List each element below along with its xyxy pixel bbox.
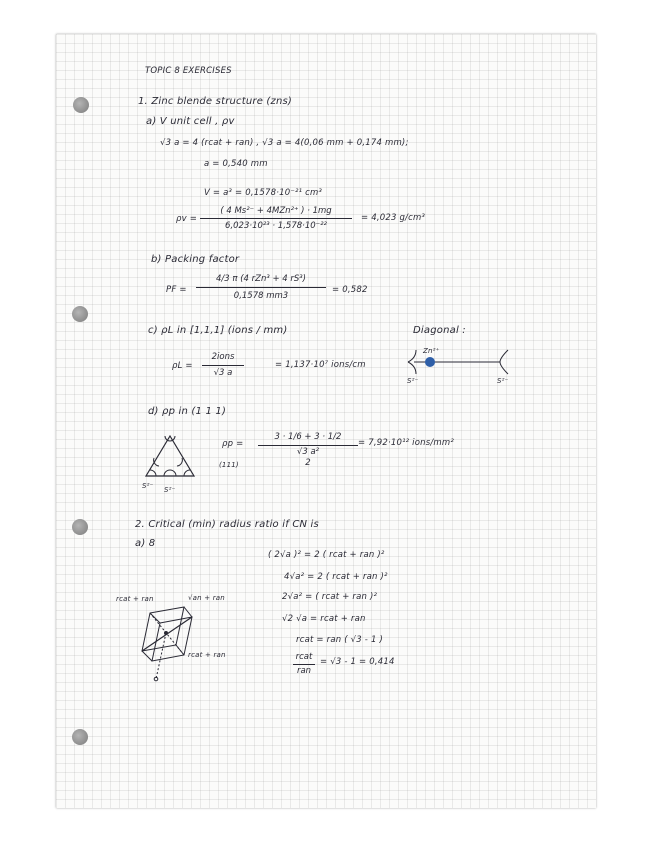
notebook-page: [56, 34, 596, 808]
q1b-pf-numerator: 4/3 π (4 rZn³ + 4 rS³): [216, 274, 306, 284]
punch-hole: [72, 519, 88, 535]
q2a-label: a) 8: [135, 538, 156, 549]
q1d-denominator: √3 a²: [296, 447, 320, 457]
zn-ion-label: Zn²⁺: [423, 347, 440, 355]
q1c-result: = 1,137·10⁷ ions/cm: [275, 360, 366, 370]
fraction-bar: [202, 365, 244, 366]
punch-hole: [72, 306, 88, 322]
punch-hole: [73, 97, 89, 113]
fraction-bar: [196, 287, 326, 288]
q1d-result: = 7,92·10¹² ions/mm²: [358, 438, 454, 448]
q2a-ratio-numerator: rcat: [295, 652, 313, 662]
q1b-label: b) Packing factor: [151, 254, 240, 265]
q1b-pf-result: = 0,582: [332, 285, 368, 295]
q1a-rho-result: = 4,023 g/cm³: [361, 213, 426, 223]
sketch-label-top: √an + ran: [188, 594, 225, 602]
q2a-eq5: rcat = ran ( √3 - 1 ): [296, 635, 383, 645]
q1a-rho-numerator: ( 4 Ms²⁻ + 4MZn²⁺ ) · 1mg: [220, 206, 332, 216]
q1c-numerator: 2ions: [211, 352, 235, 362]
q1a-rho-lhs: ρv =: [176, 214, 198, 224]
fraction-bar: [258, 445, 358, 446]
sketch-label-bottom: rcat + ran: [188, 651, 226, 659]
q1d-label: d) ρp in (1 1 1): [148, 406, 227, 417]
q1a-eq1: √3 a = 4 (rcat + ran) , √3 a = 4(0,06 mm + 0,174 mm);: [160, 138, 409, 148]
page-title: TOPIC 8 EXERCISES: [145, 66, 232, 76]
triangle-s-label-1: S²⁻: [142, 482, 154, 490]
q1c-label: c) ρL in [1,1,1] (ions / mm): [148, 325, 288, 336]
q1c-diagonal-label: Diagonal :: [413, 325, 466, 336]
q1b-pf-denominator: 0,1578 mm3: [233, 291, 289, 301]
fraction-bar: [293, 664, 315, 665]
q1-heading: 1. Zinc blende structure (zns): [138, 96, 293, 107]
q2-heading: 2. Critical (min) radius ratio if CN is: [135, 519, 319, 530]
sketch-label-left: rcat + ran: [116, 595, 154, 603]
s-ion-label-left: S²⁻: [407, 377, 419, 385]
q2a-eq3: 2√a² = ( rcat + ran )²: [282, 592, 378, 602]
q1c-lhs: ρL =: [172, 361, 193, 371]
s-ion-label-right: S²⁻: [497, 377, 509, 385]
punch-hole: [72, 729, 88, 745]
triangle-plane-diagram: [142, 432, 198, 482]
q1c-denominator: √3 a: [213, 368, 233, 378]
q1d-lhs-subscript: (111): [219, 461, 239, 469]
q1d-denominator-2: 2: [305, 458, 311, 468]
q1a-label: a) V unit cell , ρv: [146, 116, 235, 127]
q2a-eq1: ( 2√a )² = 2 ( rcat + ran )²: [268, 550, 385, 560]
q1b-pf-lhs: PF =: [166, 285, 187, 295]
q2a-ratio-result: = √3 - 1 = 0,414: [320, 657, 395, 667]
q1a-eq3: V = a³ = 0,1578·10⁻²¹ cm³: [204, 188, 323, 198]
triangle-s-label-2: S²⁻: [164, 486, 176, 494]
q2a-ratio-denominator: ran: [296, 666, 312, 676]
q2a-eq2: 4√a² = 2 ( rcat + ran )²: [284, 572, 388, 582]
q1a-rho-denominator: 6,023·10²³ · 1,578·10⁻²²: [225, 221, 327, 231]
q1d-lhs: ρp =: [222, 439, 244, 449]
cubic-cell-sketch: [126, 599, 206, 679]
fraction-bar: [200, 218, 352, 219]
q1d-numerator: 3 · 1/6 + 3 · 1/2: [274, 432, 342, 442]
q2a-eq4: √2 √a = rcat + ran: [282, 614, 366, 624]
q1a-eq2: a = 0,540 mm: [204, 159, 268, 169]
